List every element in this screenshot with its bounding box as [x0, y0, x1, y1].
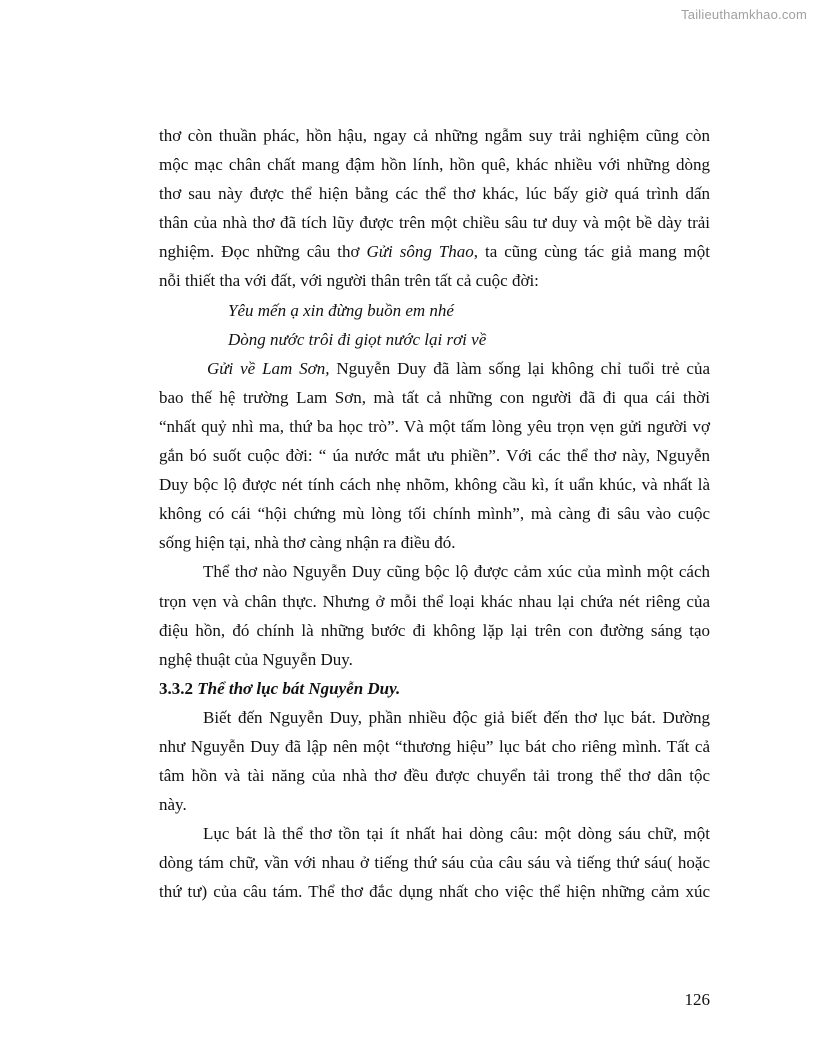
text-line: nghệ thuật của Nguyễn Duy.: [159, 649, 353, 669]
poem-quote: [159, 296, 710, 354]
text-line: dòng tám chữ, vần với nhau ở tiếng thứ sáu của câu sáu và tiếng thứ sáu( hoặc: [159, 853, 710, 873]
text-line: trọn vẹn và chân thực. Nhưng ở mỗi thể loại khác nhau lại chứa nét riêng của: [159, 591, 710, 611]
text-line: không có cái “hội chứng mù lòng tối chính mình”, mà càng đi sâu vào cuộc: [159, 504, 710, 524]
poem-line: Yêu mến ạ xin đừng buồn em nhé: [228, 300, 454, 320]
text-line: nỗi thiết tha với đất, với người thân trên tất cả cuộc đời:: [159, 271, 539, 291]
poem-line: Dòng nước trôi đi giọt nước lại rơi về: [228, 329, 487, 349]
paragraph-5: [159, 819, 710, 906]
watermark-text: Tailieuthamkhao.com: [681, 7, 807, 22]
text-line: thân của nhà thơ đã tích lũy được trên một chiều sâu tư duy và một bề dày trải: [159, 213, 710, 233]
paragraph-2: [159, 354, 710, 558]
section-heading: [159, 674, 710, 703]
text-line: [159, 237, 710, 266]
text-segment: , ta cũng cùng tác giả mang một: [473, 242, 710, 262]
text-line: “nhất quỷ nhì ma, thứ ba học trò”. Và một tấm lòng yêu trọn vẹn gửi người vợ: [159, 416, 710, 436]
text-line: thơ còn thuần phác, hồn hậu, ngay cả những ngẫm suy trải nghiệm cũng còn: [159, 126, 710, 145]
section-number: 3.3.2: [159, 678, 198, 698]
text-line: điệu hồn, đó chính là những bước đi không lặp lại trên con đường sáng tạo: [159, 620, 710, 640]
text-line: thơ sau này được thể hiện bằng các thể thơ khác, lúc bấy giờ quá trình dấn: [159, 184, 710, 204]
text-line: thứ tư) của câu tám. Thể thơ đắc dụng nhất cho việc thể hiện những cảm xúc: [159, 882, 710, 902]
paragraph-3: [159, 557, 710, 673]
paragraph-1: [159, 121, 710, 296]
text-line: sống hiện tại, nhà thơ càng nhận ra điều đó.: [159, 533, 456, 553]
text-line: bao thế hệ trường Lam Sơn, mà tất cả những con người đã đi qua cái thời: [159, 387, 710, 407]
section-title: Thể thơ lục bát Nguyễn Duy.: [197, 678, 401, 698]
text-line: như Nguyễn Duy đã lập nên một “thương hiệu” lục bát cho riêng mình. Tất cả: [159, 736, 710, 756]
text-line: Duy bộc lộ được nét tính cách nhẹ nhõm, không cầu kì, ít uẩn khúc, và nhất là: [159, 475, 710, 495]
text-line: Lục bát là thể thơ tồn tại ít nhất hai dòng câu: một dòng sáu chữ, một: [203, 824, 710, 844]
text-line: tâm hồn và tài năng của nhà thơ đều được chuyển tải trong thể thơ dân tộc: [159, 766, 710, 786]
page-body: [159, 121, 710, 907]
page-number: 126: [684, 990, 710, 1009]
text-line: Thể thơ nào Nguyễn Duy cũng bộc lộ được cảm xúc của mình một cách: [203, 562, 710, 582]
work-title: Gửi sông Thao: [366, 242, 474, 262]
text-line: gắn bó suốt cuộc đời: “ úa nước mắt ưu phiền”. Với các thể thơ này, Nguyễn: [159, 446, 710, 466]
text-line: Biết đến Nguyễn Duy, phần nhiều độc giả biết đến thơ lục bát. Dường: [203, 707, 710, 727]
text-line: [159, 354, 710, 383]
text-segment: Nguyễn Duy đã làm sống lại không chỉ tuổi trẻ của: [329, 358, 710, 378]
paragraph-4: [159, 703, 710, 819]
work-title: Gửi về Lam Sơn,: [207, 358, 330, 378]
text-segment: nghiệm. Đọc những câu thơ: [159, 242, 367, 262]
text-line: mộc mạc chân chất mang đậm hồn lính, hồn quê, khác nhiều với những dòng: [159, 155, 710, 175]
text-line: này.: [159, 795, 187, 815]
